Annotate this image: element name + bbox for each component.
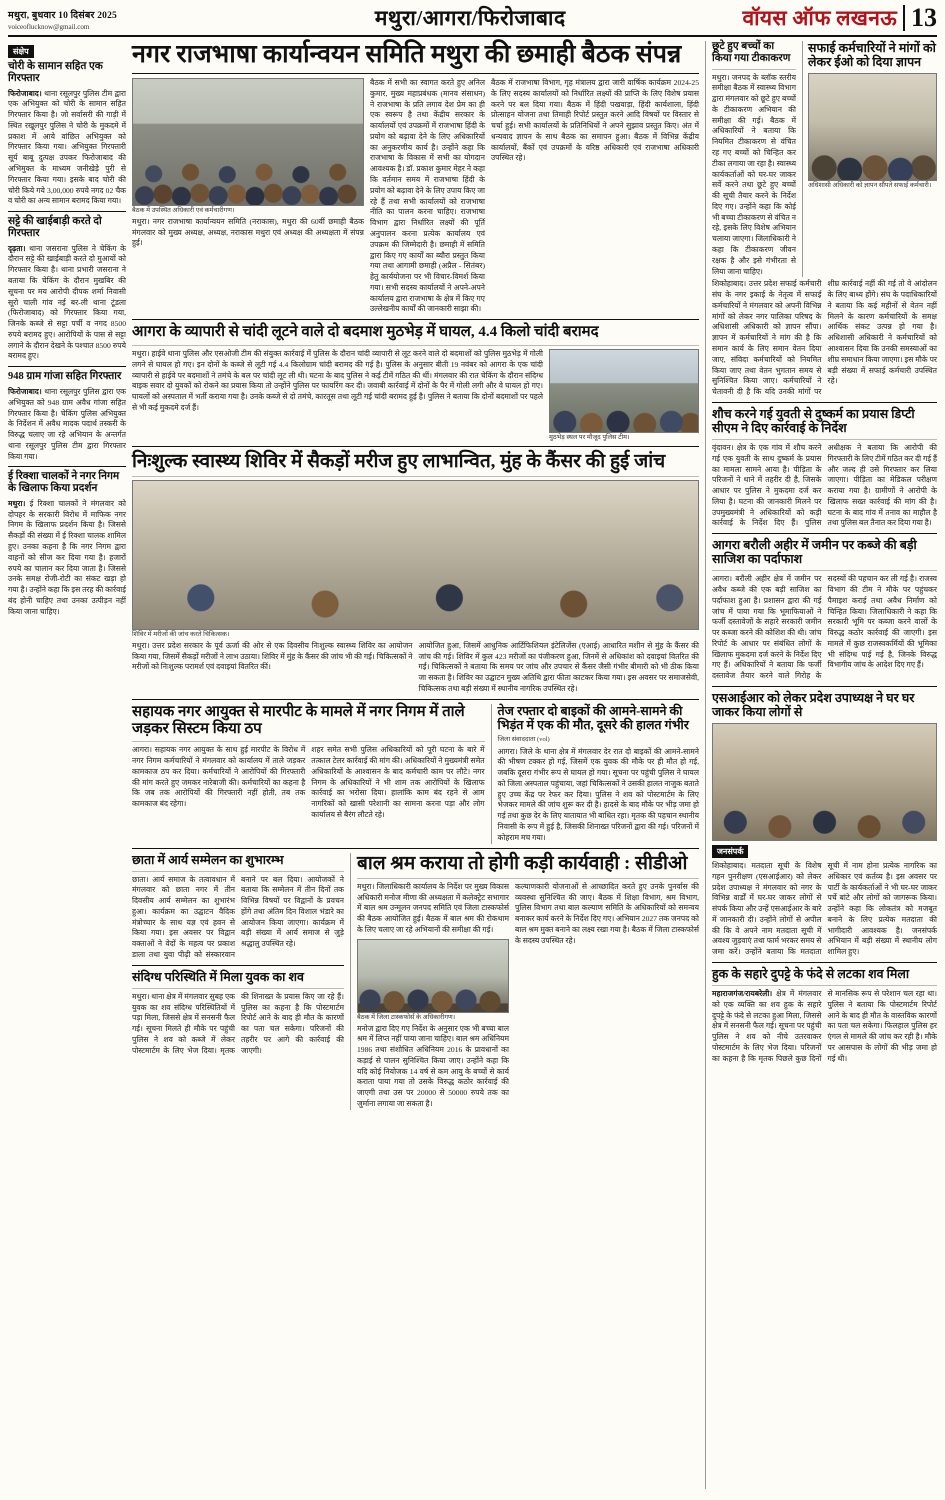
lead-subheadline: मथुरा। नगर राजभाषा कार्यान्वयन समिति (नराकास), मथुरा की 60वीं छमाही बैठक मंगलवार को मुख्य अध्यक्ष, अध्यक्ष, नराकास मथुरा एवं अध्यक्ष की अध्यक्षता में संपन्न हुई। [132,216,364,248]
divider [132,871,344,872]
divider [712,439,937,440]
kicker-sankshep: संक्षेप [8,45,34,58]
esir-headline: एसआईआर को लेकर प्रदेश उपाध्यक्ष ने घर घर जाकर किया लोगों से [712,691,915,719]
story4-dateline: मथुरा। [8,498,26,508]
divider [712,962,937,963]
row-arya-child [132,853,699,1110]
column-main [132,41,699,1489]
nigam-text-block [132,745,485,820]
right-top-row [712,41,937,277]
lead-text-col2: बैठक में राजभाषा विभाग, गृह मंत्रालय द्वारा जारी वार्षिक कार्यक्रम 2024-25 के लिए सदस्य कार्यालयों को निर्धारित लक्ष्यों की प्राप्ति के लिए विशेष प्रयास करने पर बल दिया गया। बैठक में हिंदी पखवाड़ा, हिंदी कार्यशाला, हिंदी प्रोत्साहन योजना तथा तिमाही रिपोर्ट प्रस्तुत करने आदि विषयों पर विस्तार से चर्चा हुई। सभी कार्यालयों के प्रतिनिधियों ने अपने सुझाव प्रस्तुत किए। अंत में धन्यवाद ज्ञापन के साथ बैठक का समापन हुआ। बैठक में विभिन्न केंद्रीय कार्यालयों, बैंकों एवं उपक्रमों के वरिष्ठ अधिकारी एवं राजभाषा अधिकारी उपस्थित रहे। [491,78,699,163]
divider [132,345,699,346]
divider [8,466,126,467]
divider [132,741,485,742]
arya-headline: छाता में आर्य सम्मेलन का शुभारम्भ [132,852,284,867]
health-headline: निःशुल्क स्वास्थ्य शिविर में सैकड़ों मरीज हुए लाभान्वित, मुंह के कैंसर की हुई जांच [132,450,666,472]
child-headline: बाल श्रम कराया तो होगी कड़ी कार्यवाही : सीडीओ [357,852,688,874]
lead-headline: नगर राजभाषा कार्यान्वयन समिति मथुरा की छमाही बैठक संपन्न [132,41,682,68]
story1-body [8,89,126,208]
nigam-text-2: शहर समेत सभी पुलिस अधिकारियों को पूरी घटना के बारे में तत्काल टेलर कार्रवाई की मांग की। अधिकारियों ने मुख्यमंत्री समेत अधिकारियों के आश्वासन के बाद कर्मचारी काम पर लौटे। नगर निगम के अधिकारियों ने भी शाम तक आरोपियों के खिलाफ कार्रवाई का भरोसा दिया। हालांकि काम बंद रहने से आम नागरिकों को खासी परेशानी का सामना करना पड़ा और लोग कार्यालय से बैरंग लौटते रहे। [311,745,485,820]
hook-dateline: महाराजगंज/रायबरेली। [712,989,773,999]
arya-column [132,853,344,1110]
gold-block [132,349,699,442]
child-photo-caption: बैठक में जिला टास्कफोर्स के अधिकारीगण। [357,1013,456,1021]
divider [132,446,699,447]
divider [132,848,699,849]
nigam-headline: सहायक नगर आयुक्त से मारपीट के मामले में नगर निगम में ताले जड़कर सिस्टम किया ठप [132,703,465,737]
gold-photo [549,349,699,433]
divider [132,699,699,700]
divider [8,211,126,212]
story2-text: थाना जसराना पुलिस ने चेकिंग के दौरान सट्टे की खाईबाड़ी करते दो मुआयों को गिरफ्तार किया है। थाना प्रभारी जसराना ने बताया कि चेकिंग के दौरान मुखबिर की सूचना पर मय आरोपी दीपक शर्मा निवासी सूरो चाली गांव नई बर-ली थाना टूंडला (फिरोजाबाद) को गिरफ्तार किया गया, जिनके कब्जे से सट्टा पर्ची व नगद 8500 रुपये बरामद हुए। आरोपियों के पास से सट्टा लगाने के दौरान देखने के पश्चात 8500 रुपये बरामद हुए। [8,243,126,361]
gold-text: मथुरा। हाईवे थाना पुलिस और एसओजी टीम की संयुक्त कार्रवाई में पुलिस के दौरान चांदी व्यापारी से लूट करने वाले दो बदमाशों को पुलिस मुठभेड़ में गोली लगने से घायल हो गए। इन दोनों के कब्जे से लूटी गई 4.4 किलोग्राम चांदी बरामद की गई है। पुलिस के अनुसार बीती 19 नवंबर को आगरा के एक चांदी व्यापारी से हाईवे पर बदमाशों ने तमंचे के बल पर चांदी लूट ली थी। घटना के बाद पुलिस ने कई टीमें गठित की थीं। मंगलवार की रात चेकिंग के दौरान संदिग्ध बाइक सवार दो युवकों को रोकने का प्रयास किया तो उन्होंने पुलिस पर फायरिंग कर दी। जवाबी कार्रवाई में दोनों के पैर में गोली लगी और वे घायल हो गए। घायलों को अस्पताल में भर्ती कराया गया है। उनके कब्जे से दो तमंचे, कारतूस तथा लूटी गई चांदी बरामद हुई है। पुलिस ने बताया कि दोनों बदमाशों पर पहले से भी कई मुकदमे दर्ज हैं। [132,348,543,412]
column-right [705,41,937,1489]
gold-photo-caption: मुठभेड़ स्थल पर मौजूद पुलिस टीम। [549,433,630,441]
masthead-right [742,4,937,32]
vaccine-headline: छूटे हुए बच्चों का किया गया टीकाकरण [712,41,791,64]
esir-kicker: जनसंपर्क [712,845,748,858]
body-text: मथुरा। थाना क्षेत्र में मंगलवार सुबह एक युवक का शव संदिग्ध परिस्थितियों में पड़ा मिला, जिससे क्षेत्र में सनसनी फैल गई। सूचना मिलते ही मौके पर पहुंची पुलिस ने शव को कब्जे में लेकर पोस्टमार्टम के लिए भेज दिया। मृतक की शिनाख्त के प्रयास किए जा रहे हैं। पुलिस का कहना है कि पोस्टमार्टम रिपोर्ट आने के बाद ही मौत के कारणों का पता चल सकेगा। परिजनों की तहरीर पर आगे की कार्रवाई की जाएगी। [132,991,344,1055]
story2-body [8,244,126,363]
child-text-2: मनोज द्वारा दिए गए निर्देश के अनुसार एक भी बच्चा बाल श्रम में लिप्त नहीं पाया जाना चाहिए। बाल श्रम अधिनियम 1986 तथा संशोधित अधिनियम 2016 के प्रावधानों का कड़ाई से पालन सुनिश्चित किया जाए। उन्होंने कहा कि यदि कोई नियोजक 14 वर्ष से कम आयु के बच्चों से कार्य कराता पाया गया तो उसके विरुद्ध कठोर कार्रवाई की जाएगी तथा उस पर 20000 से 50000 रुपये तक का जुर्माना लगाया जा सकता है। [357,1023,509,1109]
story4-body [8,499,126,618]
accident-story [491,704,699,844]
hook-headline: हुक के सहारे दुपट्टे के फंदे से लटका शव मिला [712,967,910,982]
divider [132,988,344,989]
health-text-1: मथुरा। उत्तर प्रदेश सरकार के पूर्व ऊर्जा की ओर से एक दिवसीय निःशुल्क स्वास्थ्य शिविर का आयोजन किया गया, जिसमें सैकड़ों मरीजों ने लाभ उठाया। शिविर में मुंह के कैंसर की जांच भी की गई। चिकित्सकों ने मरीजों को निःशुल्क परामर्श एवं दवाइयां वितरित कीं। [132,640,413,672]
story4-text: ई रिक्शा चालकों ने मंगलवार को दोपहर के सरकारी विरोध में माफिक नगर निगम के खिलाफ प्रदर्शन किया है। जिससे सैकड़ों की संख्या में ई रिक्शा चालक शामिल हुए। उनका कहना है कि नगर निगम द्वारा वाहनों को सीज कर दिया गया है। हजारों रुपये का चालान कर दिया जाता है। जिससे उनके समक्ष रोजी-रोटी का संकट खड़ा हो गया है। उन्होंने कहा कि इस तरह की कार्रवाई बंद होनी चाहिए तथा उनका उत्पीड़न नहीं किया जाना चाहिए। [8,498,126,616]
child-text-3: कल्याणकारी योजनाओं से आच्छादित करते हुए उनके पुनर्वास की व्यवस्था सुनिश्चित की जाए। बैठक में शिक्षा विभाग, श्रम विभाग, पुलिस विभाग तथा बाल कल्याण समिति के अधिकारियों को समन्वय बनाकर कार्य करने के निर्देश दिए गए। अभियान 2027 तक जनपद को बाल श्रम मुक्त बनाने का लक्ष्य रखा गया है। बैठक में जिला टास्कफोर्स के सदस्य उपस्थित रहे। [515,881,699,945]
divider [132,476,699,477]
safai-headline: सफाई कर्मचारियों ने मांगों को लेकर ईओ को दिया ज्ञापन [808,41,936,69]
story4-headline: ई रिक्शा चालकों ने नगर निगम के खिलाफ किया प्रदर्शन [8,471,120,495]
masthead-email: voiceoflucknow@gmail.com [8,22,90,31]
divider [712,533,937,534]
story3-headline: 948 ग्राम गांजा सहित गिरफ्तार [8,371,122,383]
accident-text: आगरा। जिले के थाना क्षेत्र में मंगलवार देर रात दो बाइकों की आमने-सामने की भीषण टक्कर हो गई, जिसमें एक युवक की मौके पर ही मौत हो गई, जबकि दूसरा गंभीर रूप से घायल हो गया। सूचना पर पहुंची पुलिस ने घायल को जिला अस्पताल पहुंचाया, जहां चिकित्सकों ने उसकी हालत नाजुक बताते हुए उच्च केंद्र पर रेफर कर दिया। पुलिस ने शव को पोस्टमार्टम के लिए भेजकर मामले की जांच शुरू कर दी है। हादसे के बाद मौके पर भीड़ जमा हो गई तथा कुछ देर के लिए यातायात भी बाधित रहा। मृतक की पहचान स्थानीय निवासी के रूप में हुई है, जिसकी शिनाख्त परिजनों द्वारा की गई। परिजनों में कोहराम मच गया। [497,746,699,842]
divider [712,402,937,403]
lead-block [132,78,699,315]
divider [357,878,699,879]
divider [712,570,937,571]
crime-headline: शौच करने गई युवती से दुष्कर्म का प्रयास डिप्टी सीएम ने दिए कार्रवाई के निर्देश [712,406,915,435]
story3-dateline: फिरोजाबाद। [8,386,42,396]
divider [8,366,126,367]
safai-text: शिकोहाबाद। उत्तर प्रदेश सफाई कर्मचारी संघ के नगर इकाई के नेतृत्व में सफाई कर्मचारियों ने मंगलवार को अपनी विभिन्न मांगों को लेकर नगर पालिका परिषद के अधिशासी अधिकारी को ज्ञापन सौंपा। ज्ञापन में कर्मचारियों ने मांग की है कि समान कार्य के लिए समान वेतन दिया जाए, संविदा कर्मचारियों को नियमित किया जाए तथा वेतन भुगतान समय से सुनिश्चित किया जाए। कर्मचारियों ने चेतावनी दी है कि यदि उनकी मांगों पर शीघ्र कार्रवाई नहीं की गई तो वे आंदोलन के लिए बाध्य होंगे। संघ के पदाधिकारियों ने बताया कि कई महीनों से वेतन नहीं मिलने के कारण कर्मचारियों के समक्ष आर्थिक संकट उत्पन्न हो गया है। अधिशासी अधिकारी ने कर्मचारियों को आश्वासन दिया कि उनकी समस्याओं का शीघ्र समाधान किया जाएगा। इस मौके पर बड़ी संख्या में सफाई कर्मचारी उपस्थित रहे। [712,279,937,397]
health-photo-wrap [132,480,699,639]
child-left [357,882,509,1110]
page-columns [8,41,937,1489]
hook-body [712,989,937,1064]
child-text-1: मथुरा। जिलाधिकारी कार्यालय के निर्देश पर मुख्य विकास अधिकारी मनोज मीणा की अध्यक्षता में कलेक्ट्रेट सभागार में बाल श्रम उन्मूलन जनपद समिति एवं जिला टास्कफोर्स की बैठक आयोजित हुई। बैठक में बाल श्रम की रोकथाम के लिए चलाए जा रहे अभियानों की समीक्षा की गई। [357,881,509,934]
esir-photo [712,723,937,841]
masthead-date: मथुरा, बुधवार 10 दिसंबर 2025 [8,10,118,21]
gold-headline: आगरा के व्यापारी से चांदी लूटने वाले दो बदमाश मुठभेड़ में घायल, 4.4 किलो चांदी बरामद [132,324,599,341]
accident-headline: तेज रफ्तार दो बाइकों की आमने-सामने की भिड़ंत में एक की मौत, दूसरे की हालत गंभीर [497,703,689,732]
divider [712,69,796,70]
column-left [8,41,126,1489]
health-text-block [132,641,699,695]
nigam-text-1: आगरा। सहायक नगर आयुक्त के साथ हुई मारपीट के विरोध में नगर निगम कर्मचारियों ने मंगलवार को कार्यालय में ताले जड़कर कामकाज ठप कर दिया। कर्मचारियों ने आरोपियों की गिरफ्तारी की मांग करते हुए जमकर नारेबाजी की। कर्मचारियों का कहना है कि जब तक आरोपियों की गिरफ्तारी नहीं होती, तब तक कामकाज बंद रहेगा। [132,745,306,809]
lead-text-col1: बैठक में सभी का स्वागत करते हुए अनिल कुमार, मुख्य महाप्रबंधक (मानव संसाधन) ने राजभाषा के प्रति लगाव देश प्रेम का ही एक स्वरूप है तथा केंद्रीय सरकार के कार्यालयों एवं उपक्रमों में राजभाषा हिंदी के प्रयोग को बढ़ावा देने के लिए अधिकारियों का अनुकरणीय कार्य है। उन्होंने कहा कि राजभाषा के विकास में सभी का योगदान आवश्यक है। डॉ. प्रकाश कुमार मेहर ने कहा कि वर्तमान समय में राजभाषा हिंदी के प्रयोग को बढ़ावा देने के लिए उपाय किए जा रहे हैं तथा सभी कार्यालयों को राजभाषा नीति का पालन करना चाहिए। राजभाषा विभाग द्वारा निर्धारित लक्ष्यों की पूर्ति अनुपालन करना प्रत्येक कार्यालय एवं उपक्रम की जिम्मेदारी है। छमाही में समिति द्वारा किए गए कार्यों का ब्यौरा प्रस्तुत किया गया तथा आगामी छमाही (अप्रैल - सितंबर) हेतु कार्ययोजना पर भी विचार-विमर्श किया गया। सभी सदस्य कार्यालयों ने अपने-अपने कार्यालय द्वारा राजभाषा के क्षेत्र में किए गए उल्लेखनीय कार्यों की जानकारी साझा की। [370,78,485,314]
masthead-edition: मथुरा/आगरा/फिरोजाबाद [374,6,566,30]
child-block [357,882,699,1110]
child-labour-story [350,853,699,1110]
page-number: 13 [903,5,937,31]
divider [132,965,344,966]
vaccine-text: मथुरा। जनपद के ब्लॉक स्तरीय समीक्षा बैठक में स्वास्थ्य विभाग द्वारा मंगलवार को छूटे हुए बच्चों के टीकाकरण अभियान की समीक्षा की गई। बैठक में अधिकारियों ने बताया कि नियमित टीकाकरण से वंचित रह गए बच्चों को चिन्हित कर टीका लगाया जा रहा है। स्वास्थ्य कार्यकर्ताओं को घर-घर जाकर सर्वे करने तथा छूटे हुए बच्चों की सूची तैयार करने के निर्देश दिए गए। उन्होंने कहा कि कोई भी बच्चा टीकाकरण से वंचित न रहे, इसके लिए विशेष अभियान चलाया जाएगा। जिलाधिकारी ने कहा कि टीकाकरण जीवन रक्षक है और इसे गंभीरता से लिया जाना चाहिए। [712,72,796,276]
vaccine-story [712,41,796,277]
masthead-left [8,10,198,32]
gold-photo-wrap [549,349,699,442]
body-headline: संदिग्ध परिस्थिति में मिला युवक का शव [132,969,304,984]
hook-text: क्षेत्र में मंगलवार को एक व्यक्ति का शव हुक के सहारे दुपट्टे के फंदे से लटका हुआ मिला, जिससे क्षेत्र में सनसनी फैल गई। सूचना पर पहुंची पुलिस ने शव को नीचे उतरवाकर पोस्टमार्टम के लिए भेज दिया। परिजनों का कहना है कि मृतक पिछले कुछ दिनों से मानसिक रूप से परेशान चल रहा था। पुलिस ने बताया कि पोस्टमार्टम रिपोर्ट आने के बाद ही मौत के वास्तविक कारणों का पता चल सकेगा। फिलहाल पुलिस हर एंगल से मामले की जांच कर रही है। मौके पर आसपास के लोगों की भीड़ जमा हो गई थी। [712,989,937,1063]
story1-headline: चोरी के सामान सहित एक गिरफ्तार [8,61,103,84]
lead-photo [132,78,364,206]
land-headline: आगरा बरौली अहीर में जमीन पर कब्जे की बड़ी साजिश का पर्दाफाश [712,538,917,567]
lead-photo-caption: बैठक में उपस्थित अधिकारी एवं कर्मचारीगण। [132,207,235,214]
accident-byline: जिला संवाददाता (vol) [497,735,550,743]
divider [132,319,699,320]
safai-photo [808,73,937,181]
story2-dateline: दृढ़ता। [8,243,26,253]
child-photo [357,939,509,1013]
story2-headline: सट्टे की खाईबाड़ी करते दो गिरफ्तार [8,216,102,239]
nigam-story [132,704,485,844]
divider [712,686,937,687]
health-photo-caption: शिविर में मरीजों की जांच करते चिकित्सक। [132,631,230,639]
crime-text: वृंदावन। क्षेत्र के एक गांव में शौच करने गई एक युवती के साथ दुष्कर्म के प्रयास का मामला सामने आया है। पीड़िता के परिजनों ने थाने में तहरीर दी है, जिसके आधार पर पुलिस ने मुकदमा दर्ज कर लिया है। घटना की जानकारी मिलने पर उपमुख्यमंत्री ने अधिकारियों को कड़ी कार्रवाई के निर्देश दिए हैं। पुलिस अधीक्षक ने बताया कि आरोपी की गिरफ्तारी के लिए टीमें गठित कर दी गई हैं और जल्द ही उसे गिरफ्तार कर लिया जाएगा। पीड़िता का मेडिकल परीक्षण कराया गया है। ग्रामीणों ने आरोपी के खिलाफ सख्त कार्रवाई की मांग की है। घटना के बाद गांव में तनाव का माहौल है तथा पुलिस बल तैनात कर दिया गया है। [712,442,937,528]
divider [132,73,699,74]
story3-body [8,387,126,462]
masthead [8,4,937,37]
health-text-2: आयोजित हुआ, जिसमें आधुनिक आर्टिफिशियल इंटेलिजेंस (एआई) आधारित मशीन से मुंह के कैंसर की जांच की गई। शिविर में कुल 423 मरीजों का पंजीकरण हुआ, जिनमें से अधिकांश को दवाइयां वितरित की गईं। चिकित्सकों ने बताया कि समय पर जांच और उपचार से कैंसर जैसी गंभीर बीमारी को भी ठीक किया जा सकता है। शिविर का उद्घाटन मुख्य अतिथि द्वारा फीता काटकर किया गया। इस अवसर पर समाजसेवी, चिकित्सक तथा बड़ी संख्या में स्थानीय नागरिक उपस्थित रहे। [418,640,699,693]
safai-story [802,41,937,277]
arya-text: छाता। आर्य समाज के तत्वावधान में मंगलवार को छाता नगर में तीन दिवसीय आर्य सम्मेलन का शुभारंभ हुआ। कार्यक्रम का उद्घाटन वैदिक मंत्रोच्चार के साथ यज्ञ एवं हवन से किया गया। इस अवसर पर विद्वान वक्ताओं ने वेदों के महत्व पर प्रकाश डाला तथा युवा पीढ़ी को संस्कारवान बनाने पर बल दिया। आयोजकों ने बताया कि सम्मेलन में तीन दिनों तक विभिन्न विषयों पर विद्वानों के प्रवचन होंगे तथा अंतिम दिन विशाल भंडारे का आयोजन किया जाएगा। कार्यक्रम में बड़ी संख्या में आर्य समाज से जुड़े श्रद्धालु उपस्थित रहे। [132,874,344,960]
story1-text: थाना रसूलपुर पुलिस टीम द्वारा एक अभियुक्त को चोरी के सामान सहित गिरफ्तार किया है। जो सर्वासरी की गाड़ी में स्थित रखूलपुर पुलिस ने चोरी के मुकदमे में प्रकाश में आये वांछित अभियुक्त को गिरफ्तार किया गया। अभियुक्त गिरफ्तारी सूर्य बाबू दुत्पक्ष उपकर फिरोजाबाद की अभिमुक्त के माध्यम जनीखेड़े पुरी से गिरफ्तार किया गया। इसके बाद चोरी की चोरी किये गये 3,00,000 रुपये नगद 02 चैक व चोरी का अन्य सामान बरामद किया गया। [8,88,126,206]
masthead-brand: वॉयस ऑफ लखनऊ [742,6,897,30]
land-text: आगरा। बरौली अहीर क्षेत्र में जमीन पर अवैध कब्जे की एक बड़ी साजिश का पर्दाफाश हुआ है। प्रशासन द्वारा की गई जांच में पाया गया कि भूमाफियाओं ने फर्जी दस्तावेजों के सहारे सरकारी जमीन पर कब्जा करने की कोशिश की थी। जांच रिपोर्ट के आधार पर संबंधित लोगों के खिलाफ मुकदमा दर्ज करने के निर्देश दिए गए हैं। अधिकारियों ने बताया कि फर्जी दस्तावेज तैयार करने वाले गिरोह के सदस्यों की पहचान कर ली गई है। राजस्व विभाग की टीम ने मौके पर पहुंचकर पैमाइश कराई तथा अवैध निर्माण को चिन्हित किया। जिलाधिकारी ने कहा कि सरकारी भूमि पर कब्जा करने वालों के विरुद्ध कठोर कार्रवाई की जाएगी। इस मामले में कुछ राजस्वकर्मियों की भूमिका भी संदिग्ध पाई गई है, जिनके विरुद्ध विभागीय जांच के आदेश दिए गए हैं। [712,574,937,681]
row-nigam-accident [132,704,699,844]
safai-photo-caption: अधिशासी अधिकारी को ज्ञापन सौंपते सफाई कर्मचारी। [808,182,932,189]
health-photo [132,480,699,630]
story1-dateline: फिरोजाबाद। [8,88,42,98]
lead-photo-wrap [132,78,364,315]
story3-text: थाना रसूलपुर पुलिस द्वारा एक अभियुक्त को 948 ग्राम अवैध गांजा सहित गिरफ्तार किया है। चेकिंग पुलिस अभियुक्त के निर्देशन में अवैध मादक पदार्थ तस्करी के विरुद्ध चलाए जा रहे अभियान के अन्तर्गत थाना रसूलपुर पुलिस टीम द्वारा गिरफ्तार किया गया। [8,386,126,461]
divider [712,985,937,986]
esir-text: शिकोहाबाद। मतदाता सूची के विशेष गहन पुनरीक्षण (एसआईआर) को लेकर प्रदेश उपाध्यक्ष ने मंगलवार को नगर के विभिन्न वार्डों में घर-घर जाकर लोगों से संपर्क किया और उन्हें एसआईआर के बारे में जानकारी दी। उन्होंने लोगों से अपील की कि वे अपने नाम मतदाता सूची में अवश्य जुड़वाएं तथा फार्म भरकर समय से जमा करें। उन्होंने बताया कि मतदाता सूची में नाम होना प्रत्येक नागरिक का अधिकार एवं कर्तव्य है। इस अवसर पर पार्टी के कार्यकर्ताओं ने भी घर-घर जाकर पर्चे बांटे और लोगों को जागरूक किया। उन्होंने कहा कि लोकतंत्र को मजबूत बनाने के लिए प्रत्येक मतदाता की भागीदारी आवश्यक है। जनसंपर्क अभियान में बड़ी संख्या में स्थानीय लोग शामिल हुए। [712,861,937,957]
